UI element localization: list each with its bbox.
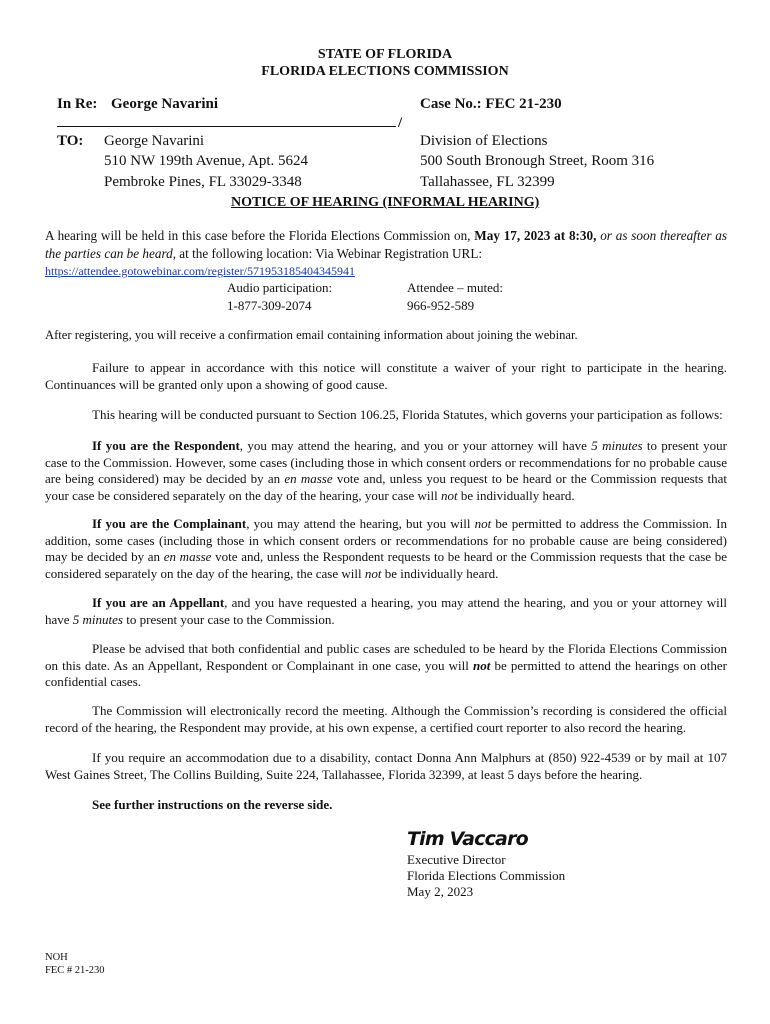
appellant-text-b: to present your case to the Commission. [123, 611, 335, 627]
further-instructions: See further instructions on the reverse side. [92, 797, 333, 812]
to-left-line-3: Pembroke Pines, FL 33029-3348 [104, 174, 302, 190]
record-paragraph: The Commission will electronically record the meeting. Although the Commission’s recording is considered the official record of the hearing, the Respondent may provide, at his own expense, a certified court reporter to also record the hearing. [45, 703, 727, 735]
hearing-location-text: , at the following location: Via Webinar Registration URL: [172, 245, 483, 261]
caption-slash: / [398, 115, 403, 131]
en-masse-term: en masse [284, 471, 333, 486]
respondent-text-b: to present your case to the Commission. However, some cases (including those in which consent orders or recommendations for no probable cause are being considered) may be decided by an [45, 438, 727, 486]
failure-paragraph: Failure to appear in accordance with this notice will constitute a waiver of your right to participate in the hearing. Continuances will be granted only upon a showing of good cause. [45, 360, 727, 392]
respondent-text-c: vote and, unless you request to be heard or the Commission requests that your case be considered separately on the day of the hearing, your case will [45, 471, 728, 503]
case-number: Case No.: FEC 21-230 [420, 96, 562, 112]
complainant-paragraph [45, 516, 727, 582]
case-caption-line [57, 126, 396, 127]
audio-number: 1-877-309-2074 [227, 298, 312, 313]
to-right-line-1: Division of Elections [420, 133, 548, 149]
complainant-text-a: , you may attend the hearing, but you will [246, 516, 475, 531]
respondent-paragraph [45, 438, 727, 504]
advised-not: not [472, 657, 491, 673]
respondent-text-d: be individually heard. [457, 487, 575, 503]
hearing-parties-text: or as soon thereafter as the parties can be heard [45, 228, 728, 261]
signer-title: Executive Director [407, 852, 506, 867]
to-left-line-2: 510 NW 199th Avenue, Apt. 5624 [104, 153, 309, 169]
footer-noh: NOH [45, 952, 68, 963]
to-right-line-2: 500 South Bronough Street, Room 316 [420, 153, 655, 169]
header-commission: FLORIDA ELECTIONS COMMISSION [261, 64, 509, 79]
conducted-paragraph: This hearing will be conducted pursuant to Section 106.25, Florida Statutes, which governs your participation as follows: [92, 407, 723, 422]
respondent-text-a: , you may attend the hearing, and you or your attorney will have [239, 438, 592, 453]
respondent-not: not [441, 487, 458, 503]
accommodation-paragraph: If you require an accommodation due to a disability, contact Donna Ann Malphurs at (850) 922-4539 or by mail at 107 West Gaines Street, The Collins Building, Suite 224, Tallahassee, Florida 32399, at least 5 days before the hearing. [45, 750, 727, 782]
in-re-label: In Re: [57, 96, 98, 112]
complainant-text-c: vote and, unless the Respondent requests to be heard or the Commission requests that the case be considered separately on the day of the hearing, the case will [45, 549, 728, 581]
to-left-line-1: George Navarini [104, 133, 205, 149]
complainant-text-b: be permitted to address the Commission. In addition, some cases (including those in which consent orders or recommendations for no probable cause are being considered) may be decided by an [45, 516, 727, 564]
to-right-line-3: Tallahassee, FL 32399 [420, 174, 555, 190]
webinar-registration-link[interactable]: https://attendee.gotowebinar.com/register/571953185404345941 [45, 264, 355, 278]
hearing-text: A hearing will be held in this case before the Florida Elections Commission on, [45, 228, 475, 243]
en-masse-term: en masse [163, 549, 212, 564]
appellant-paragraph [45, 595, 727, 628]
advised-text-b: be permitted to attend the hearings on other confidential cases. [45, 657, 727, 689]
appellant-text-a: , and you have requested a hearing, you may attend the hearing, and you or your attorney will have [45, 595, 727, 627]
signer-org: Florida Elections Commission [407, 868, 566, 883]
footer-case: FEC # 21-230 [45, 965, 105, 976]
complainant-heading: If you are the Complainant [92, 516, 247, 531]
complainant-not-2: not [364, 565, 382, 581]
after-registering-text: After registering, you will receive a confirmation email containing information about joining the webinar. [45, 328, 578, 342]
attendee-number: 966-952-589 [407, 298, 475, 313]
appellant-heading: If you are an Appellant [92, 595, 225, 610]
complainant-not: not [474, 516, 492, 531]
respondent-heading: If you are the Respondent [92, 438, 240, 453]
advised-paragraph [45, 641, 727, 691]
respondent-minutes: 5 minutes [591, 438, 643, 453]
advised-text-a: Please be advised that both confidential and public cases are scheduled to be heard by the Florida Elections Commission on this date. As an Appellant, Respondent or Complainant in one case, you will [45, 641, 727, 673]
hearing-date: May 17, 2023 at 8:30, [474, 228, 597, 243]
signature-image: Tim Vaccaro [407, 828, 528, 850]
in-re-name: George Navarini [111, 96, 219, 112]
header-state: STATE OF FLORIDA [317, 47, 453, 62]
to-label: TO: [57, 133, 84, 149]
audio-label: Audio participation: [227, 280, 333, 295]
appellant-minutes: 5 minutes [72, 611, 123, 627]
attendee-label: Attendee – muted: [407, 280, 504, 295]
signature-date: May 2, 2023 [407, 884, 474, 899]
complainant-text-d: be individually heard. [381, 565, 499, 581]
notice-title: NOTICE OF HEARING (INFORMAL HEARING) [231, 195, 540, 210]
hearing-paragraph [45, 227, 727, 262]
